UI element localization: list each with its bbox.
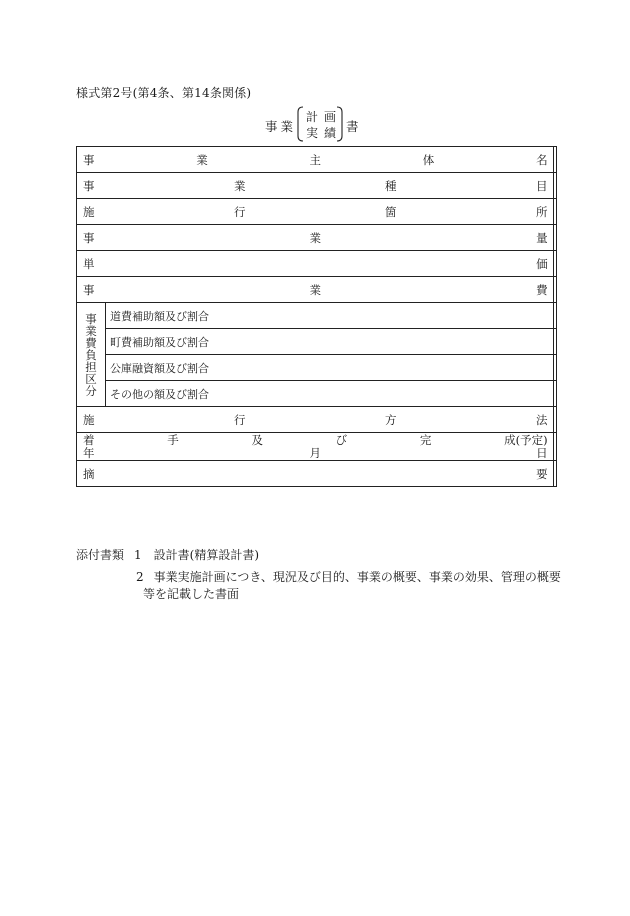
title-option-plan: 計 画 bbox=[306, 110, 336, 124]
project-form-table bbox=[76, 146, 557, 487]
label-summary: 摘 要 bbox=[77, 461, 554, 487]
label-other-amount: その他の額及び割合 bbox=[106, 381, 554, 407]
title-option-result: 実 績 bbox=[306, 126, 336, 140]
row-burden-town bbox=[77, 329, 557, 355]
attachment-item-2-continued: 等を記載した書面 bbox=[143, 587, 240, 601]
field-other-amount[interactable] bbox=[553, 381, 556, 407]
label-cost-burden: 事 業 費 負 担 区 分 bbox=[77, 303, 106, 407]
attachment-label: 添付書類 bbox=[76, 548, 125, 562]
field-public-loan[interactable] bbox=[553, 355, 556, 381]
row-burden-loan bbox=[77, 355, 557, 381]
label-type: 事 業 種 目 bbox=[77, 173, 554, 199]
label-method: 施 行 方 法 bbox=[77, 407, 554, 433]
form-number: 様式第2号(第4条、第14条関係) bbox=[76, 86, 252, 100]
label-cost: 事 業 費 bbox=[77, 277, 554, 303]
row-unit-price bbox=[77, 251, 557, 277]
row-type bbox=[77, 173, 557, 199]
field-summary[interactable] bbox=[553, 461, 556, 487]
attachment-item-1: 添付書類 1 設計書(精算設計書) bbox=[76, 548, 260, 562]
label-prefectural-subsidy: 道費補助額及び割合 bbox=[106, 303, 554, 329]
field-prefectural-subsidy[interactable] bbox=[553, 303, 556, 329]
field-type[interactable] bbox=[553, 173, 556, 199]
label-location: 施 行 箇 所 bbox=[77, 199, 554, 225]
label-public-loan: 公庫融資額及び割合 bbox=[106, 355, 554, 381]
label-town-subsidy: 町費補助額及び割合 bbox=[106, 329, 554, 355]
label-dates: 着 手 及 び 完 成(予定) 年 月 日 bbox=[77, 433, 554, 461]
row-entity bbox=[77, 147, 557, 173]
field-location[interactable] bbox=[553, 199, 556, 225]
row-burden-other bbox=[77, 381, 557, 407]
row-method bbox=[77, 407, 557, 433]
row-cost bbox=[77, 277, 557, 303]
row-summary bbox=[77, 461, 557, 487]
row-dates bbox=[77, 433, 557, 461]
row-location bbox=[77, 199, 557, 225]
field-dates[interactable] bbox=[553, 433, 556, 461]
field-cost[interactable] bbox=[553, 277, 556, 303]
field-entity[interactable] bbox=[553, 147, 556, 173]
field-quantity[interactable] bbox=[553, 225, 556, 251]
row-quantity bbox=[77, 225, 557, 251]
label-quantity: 事 業 量 bbox=[77, 225, 554, 251]
field-unit-price[interactable] bbox=[553, 251, 556, 277]
attachment-item-2: 2 事業実施計画につき、現況及び目的、事業の概要、事業の効果、管理の概要 bbox=[136, 570, 561, 584]
title-suffix: 書 bbox=[346, 119, 359, 134]
field-method[interactable] bbox=[553, 407, 556, 433]
field-town-subsidy[interactable] bbox=[553, 329, 556, 355]
title-prefix: 事業 bbox=[265, 119, 297, 134]
label-entity: 事 業 主 体 名 bbox=[77, 147, 554, 173]
row-burden-national bbox=[77, 303, 557, 329]
label-unit-price: 単 価 bbox=[77, 251, 554, 277]
